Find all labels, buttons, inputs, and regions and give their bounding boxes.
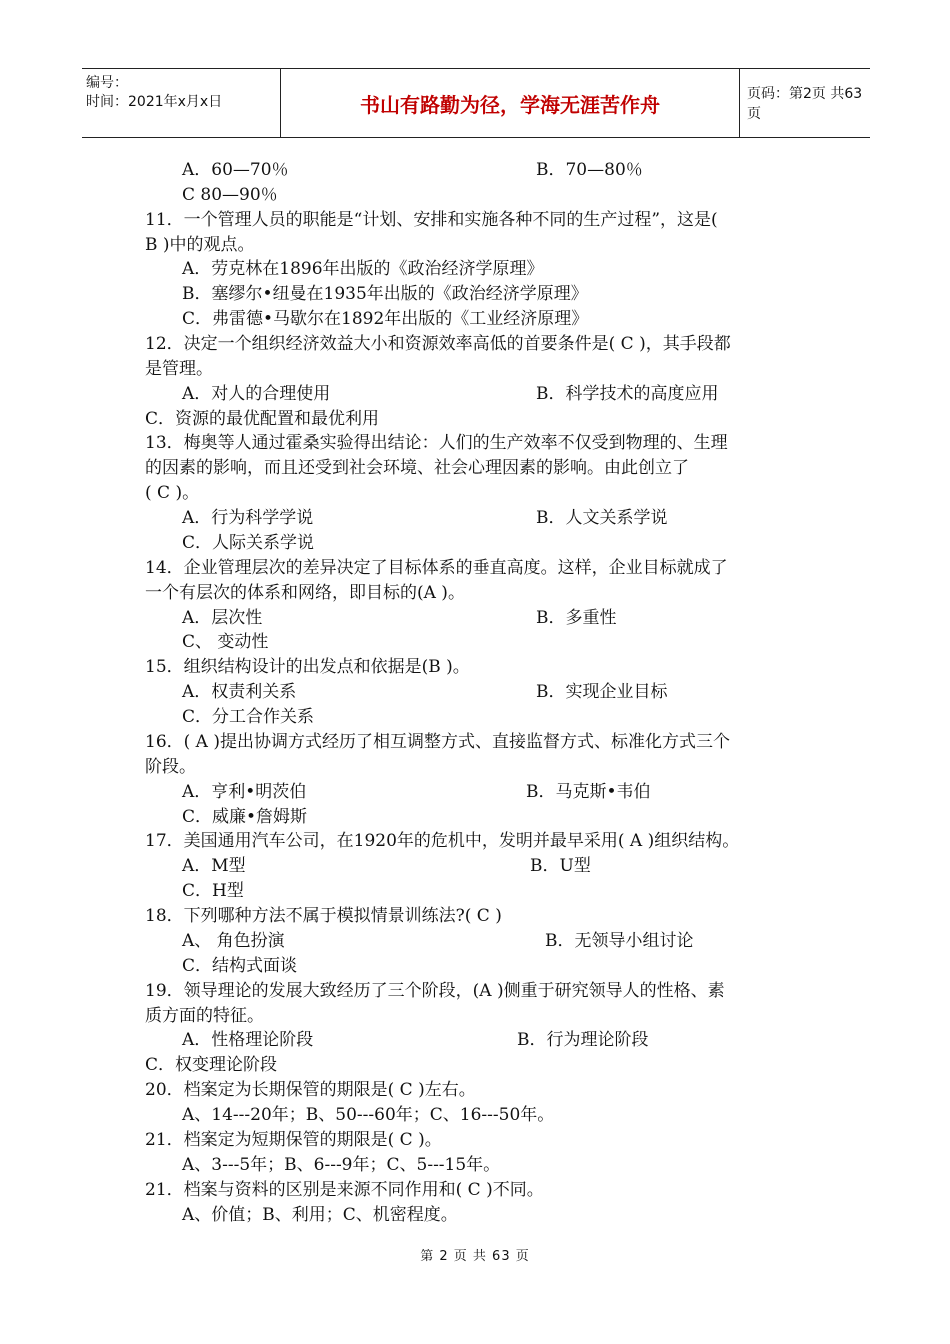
text-line: C．H型 (182, 881, 244, 901)
text-line: B．70—80％ (536, 160, 643, 180)
text-line: A、3---5年；B、6---9年；C、5---15年。 (182, 1155, 501, 1175)
text-line: C．威廉•詹姆斯 (182, 807, 308, 827)
text-line: A．M型 (182, 856, 246, 876)
text-line: 18．下列哪种方法不属于模拟情景训练法?( C ) (145, 906, 502, 926)
text-line: B．人文关系学说 (536, 508, 668, 528)
text-line: A．性格理论阶段 (182, 1030, 314, 1050)
text-line: B．多重性 (536, 608, 617, 628)
text-line: 14．企业管理层次的差异决定了目标体系的垂直高度。这样，企业目标就成了 (145, 558, 728, 578)
date-label: 时间：2021年x月x日 (86, 94, 223, 110)
text-line: 17．美国通用汽车公司，在1920年的危机中，发明并最早采用( A )组织结构。 (145, 831, 740, 851)
text-line: A、14---20年；B、50---60年；C、16---50年。 (182, 1105, 555, 1125)
text-line: A．行为科学学说 (182, 508, 314, 528)
text-line: B．行为理论阶段 (517, 1030, 649, 1050)
text-line: B．塞缪尔•纽曼在1935年出版的《政治经济学原理》 (182, 284, 588, 304)
header-motto: 书山有路勤为径，学海无涯苦作舟 (280, 69, 740, 137)
text-line: A．亨利•明茨伯 (182, 782, 307, 802)
text-line: 15．组织结构设计的出发点和依据是(B )。 (145, 657, 470, 677)
text-line: B．科学技术的高度应用 (536, 384, 719, 404)
text-line: 阶段。 (145, 757, 196, 777)
text-line: 21．档案定为短期保管的期限是( C )。 (145, 1130, 442, 1150)
text-line: C．弗雷德•马歇尔在1892年出版的《工业经济原理》 (182, 309, 589, 329)
header-meta (82, 69, 280, 137)
text-line: C．权变理论阶段 (145, 1055, 278, 1075)
text-line: C 80—90％ (182, 185, 278, 205)
text-line: 的因素的影响，而且还受到社会环境、社会心理因素的影响。由此创立了 (145, 458, 689, 478)
page-header (82, 68, 870, 138)
number-label: 编号： (86, 75, 128, 91)
text-line: 20．档案定为长期保管的期限是( C )左右。 (145, 1080, 476, 1100)
text-line: 21．档案与资料的区别是来源不同作用和( C )不同。 (145, 1180, 544, 1200)
text-line: 16．( A )提出协调方式经历了相互调整方式、直接监督方式、标准化方式三个 (145, 732, 730, 752)
text-line: A．层次性 (182, 608, 263, 628)
text-line: A．60—70％ (182, 160, 289, 180)
text-line: C、 变动性 (182, 632, 269, 652)
text-line: 13．梅奥等人通过霍桑实验得出结论：人们的生产效率不仅受到物理的、生理 (145, 433, 728, 453)
text-line: 是管理。 (145, 359, 213, 379)
text-line: B )中的观点。 (145, 235, 255, 255)
text-line: 12．决定一个组织经济效益大小和资源效率高低的首要条件是( C )，其手段都 (145, 334, 731, 354)
text-line: A．权责利关系 (182, 682, 297, 702)
text-line: A．劳克林在1896年出版的《政治经济学原理》 (182, 259, 544, 279)
text-line: 质方面的特征。 (145, 1006, 264, 1026)
text-line: B．实现企业目标 (536, 682, 668, 702)
text-line: A、 角色扮演 (182, 931, 285, 951)
text-line: B．U型 (530, 856, 591, 876)
text-line: C．资源的最优配置和最优利用 (145, 409, 380, 429)
text-line: 一个有层次的体系和网络，即目标的(A )。 (145, 583, 465, 603)
text-line: A．对人的合理使用 (182, 384, 331, 404)
text-line: A、价值；B、利用；C、机密程度。 (182, 1205, 458, 1225)
text-line: B．马克斯•韦伯 (526, 782, 651, 802)
text-line: B．无领导小组讨论 (545, 931, 694, 951)
text-line: 19．领导理论的发展大致经历了三个阶段，(A )侧重于研究领导人的性格、素 (145, 981, 725, 1001)
text-line: ( C )。 (145, 483, 200, 503)
text-line: C．人际关系学说 (182, 533, 315, 553)
text-line: C．分工合作关系 (182, 707, 315, 727)
page-footer: 第 2 页 共 63 页 (420, 1249, 530, 1264)
text-line: C．结构式面谈 (182, 956, 298, 976)
header-page-info: 页码：第2页 共63页 (747, 86, 863, 122)
text-line: 11．一个管理人员的职能是“计划、安排和实施各种不同的生产过程”，这是( (145, 210, 718, 230)
